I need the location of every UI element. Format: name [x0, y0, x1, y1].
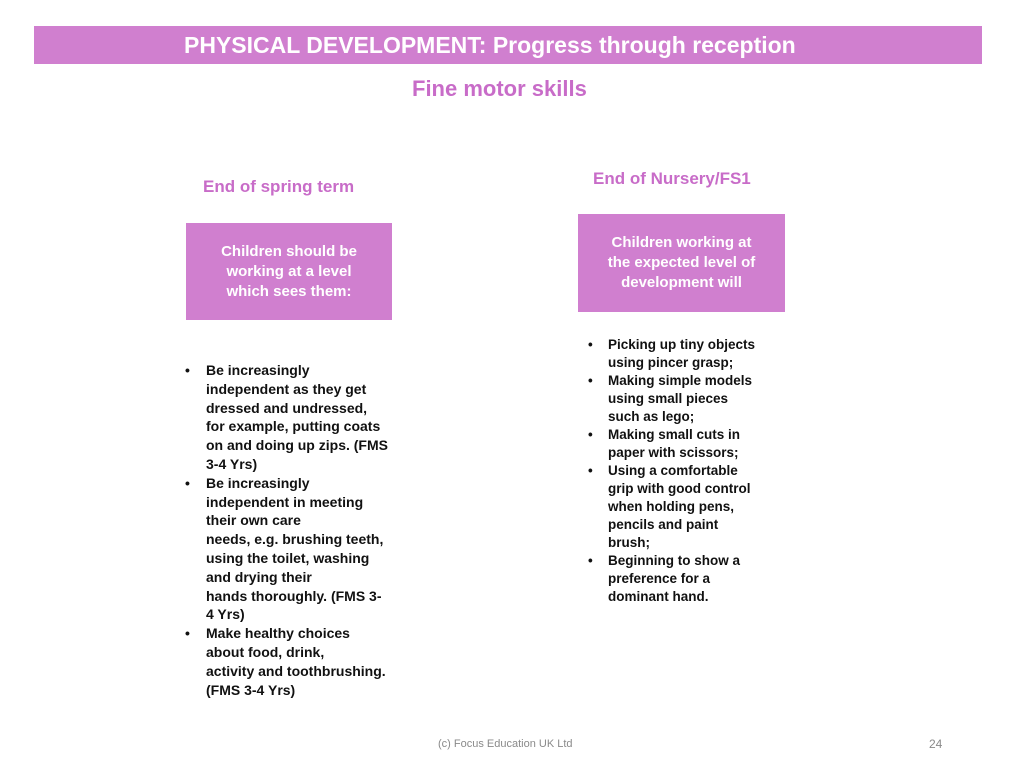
bullet-text-line: preference for a: [608, 571, 711, 586]
bullet-text-line: Make healthy choices: [206, 625, 350, 642]
bullet-text-line: pencils and paint: [608, 517, 719, 532]
bullet-item: [185, 624, 436, 699]
bullet-text-line: dressed and undressed,: [206, 399, 368, 416]
bullet-icon: •: [185, 474, 190, 491]
bullet-icon: •: [588, 463, 593, 478]
bullet-text-line: Beginning to show a: [608, 553, 740, 568]
bullet-item: [588, 552, 798, 606]
right-column-heading: End of Nursery/FS1: [593, 169, 751, 188]
bullet-text-line: 4 Yrs): [206, 606, 245, 623]
bullet-text-line: Picking up tiny objects: [608, 337, 756, 352]
bullet-item: [588, 372, 798, 426]
bullet-icon: •: [588, 337, 593, 352]
bullet-text-line: about food, drink,: [206, 643, 325, 660]
bullet-item: [588, 336, 798, 372]
bullet-icon: •: [588, 427, 593, 442]
box-text-line: which sees them:: [226, 282, 352, 300]
bullet-text-line: Using a comfortable: [608, 463, 738, 478]
bullet-text-line: when holding pens,: [608, 499, 734, 514]
box-text-line: Children working at: [611, 234, 752, 251]
bullet-icon: •: [185, 362, 190, 378]
bullet-text-line: such as lego;: [608, 409, 695, 424]
bullet-text-line: hands thoroughly. (FMS 3-: [206, 587, 382, 604]
box-text-line: development will: [621, 274, 742, 291]
right-info-box: [578, 214, 785, 312]
bullet-text-line: for example, putting coats: [206, 418, 381, 435]
left-column-heading: End of spring term: [203, 177, 355, 196]
bullet-text-line: Be increasingly: [206, 362, 310, 378]
bullet-text-line: needs, e.g. brushing teeth,: [206, 531, 384, 548]
bullet-text-line: Making simple models: [608, 373, 753, 388]
right-bullet-list: [588, 336, 798, 606]
bullet-text-line: brush;: [608, 535, 650, 550]
bullet-text-line: independent as they get: [206, 380, 367, 397]
bullet-text-line: paper with scissors;: [608, 445, 739, 460]
page-title: PHYSICAL DEVELOPMENT: Progress through reception: [184, 32, 796, 58]
bullet-text-line: dominant hand.: [608, 589, 709, 604]
bullet-item: [185, 474, 436, 624]
footer-copyright: (c) Focus Education UK Ltd: [438, 738, 573, 750]
bullet-item: [185, 361, 436, 474]
bullet-text-line: using the toilet, washing: [206, 549, 370, 566]
page-subtitle: Fine motor skills: [412, 76, 587, 101]
bullet-icon: •: [588, 553, 593, 568]
bullet-text-line: grip with good control: [608, 481, 751, 496]
bullet-text-line: (FMS 3-4 Yrs): [206, 681, 296, 698]
bullet-text-line: activity and toothbrushing.: [206, 662, 386, 679]
bullet-icon: •: [588, 373, 593, 388]
bullet-item: [588, 462, 798, 552]
bullet-text-line: Be increasingly: [206, 474, 310, 491]
bullet-item: [588, 426, 798, 462]
page-number: 24: [929, 737, 943, 751]
bullet-text-line: using small pieces: [608, 391, 729, 406]
bullet-text-line: using pincer grasp;: [608, 355, 734, 370]
bullet-text-line: their own care: [206, 512, 301, 529]
title-banner: [34, 26, 982, 64]
bullet-icon: •: [185, 625, 190, 642]
bullet-text-line: and drying their: [206, 568, 312, 585]
bullet-text-line: 3-4 Yrs): [206, 455, 258, 472]
bullet-text-line: Making small cuts in: [608, 427, 741, 442]
left-info-box: [186, 223, 392, 320]
box-text-line: the expected level of: [607, 254, 756, 271]
box-text-line: Children should be: [221, 242, 357, 260]
bullet-text-line: independent in meeting: [206, 493, 364, 510]
bullet-text-line: on and doing up zips. (FMS: [206, 437, 388, 454]
box-text-line: working at a level: [226, 262, 352, 280]
left-bullet-list: [185, 361, 436, 699]
